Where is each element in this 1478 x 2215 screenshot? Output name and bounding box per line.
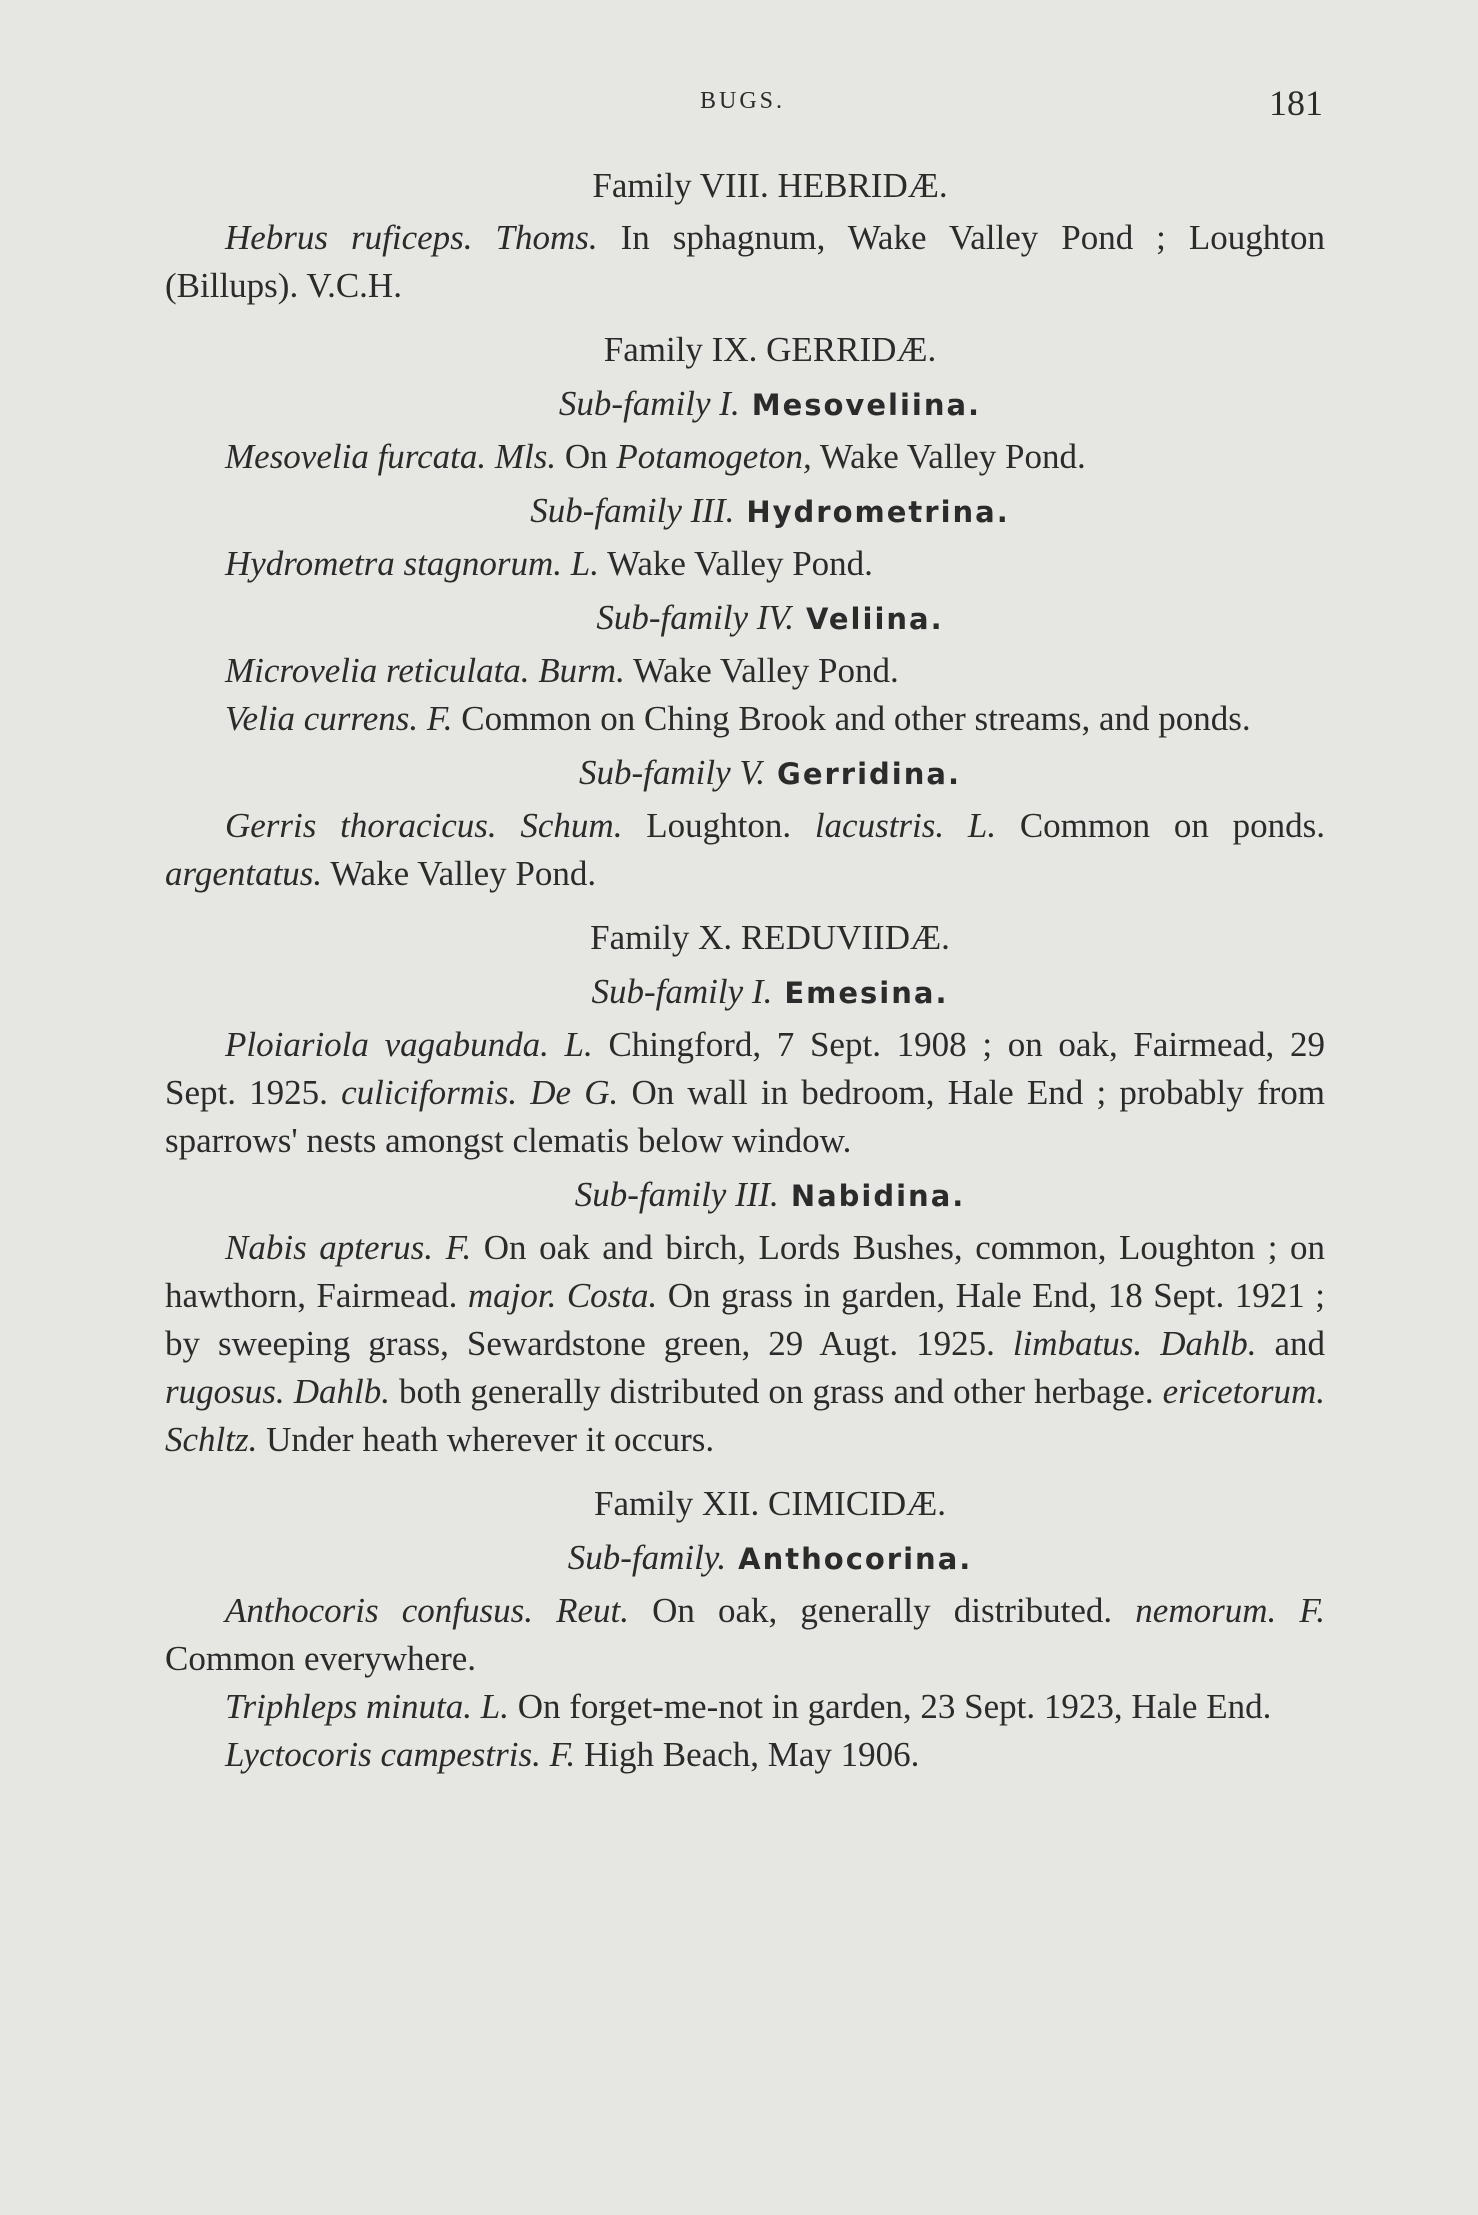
- subfamily-heading: [165, 1534, 1325, 1583]
- subfamily-heading: [165, 380, 1325, 429]
- species-name: nemorum. F.: [1135, 1591, 1325, 1630]
- species-name: Velia currens. F.: [225, 699, 453, 738]
- species-name: Ploiariola vagabunda. L.: [225, 1025, 593, 1064]
- family-heading: Family X. REDUVIIDÆ.: [590, 918, 950, 957]
- species-entry: [165, 214, 1325, 310]
- species-name: Hebrus ruficeps. Thoms.: [225, 218, 598, 257]
- species-name: argentatus.: [165, 854, 323, 893]
- entry-text: On forget-me-not in garden, 23 Sept. 1923, Hale End.: [508, 1687, 1272, 1726]
- species-entry: [165, 1731, 1325, 1779]
- subfamily-name: Veliina.: [806, 602, 944, 636]
- entry-text: Wake Valley Pond.: [624, 651, 899, 690]
- species-name: ericetorum. Schltz.: [165, 1372, 1325, 1459]
- plant-name: Potamogeton,: [616, 437, 812, 476]
- entry-text: On: [556, 437, 617, 476]
- entry-text: Wake Valley Pond.: [322, 854, 597, 893]
- page-body: [165, 162, 1325, 1779]
- page-number: 181: [1269, 83, 1323, 123]
- subfamily-name: Mesoveliina.: [751, 388, 982, 422]
- species-name: Triphleps minuta. L.: [225, 1687, 509, 1726]
- species-name: limbatus. Dahlb.: [1012, 1324, 1257, 1363]
- entry-text: Loughton.: [622, 806, 815, 845]
- running-head: [0, 83, 1478, 128]
- subfamily-name: Emesina.: [784, 976, 949, 1010]
- entry-text: Under heath wherever it occurs.: [257, 1420, 715, 1459]
- subfamily-heading: [165, 968, 1325, 1017]
- species-entry: [165, 1224, 1325, 1464]
- entry-text: In sphagnum, Wake Valley Pond ; Loughton (Billups). V.C.H.: [165, 218, 1325, 305]
- species-name: Mesovelia furcata. Mls.: [225, 437, 557, 476]
- family-heading: Family XII. CIMICIDÆ.: [594, 1484, 946, 1523]
- subfamily-name: Gerridina.: [777, 757, 961, 791]
- running-title: BUGS.: [700, 88, 786, 114]
- entry-text: Wake Valley Pond.: [811, 437, 1086, 476]
- entry-text: On oak, generally distributed.: [628, 1591, 1136, 1630]
- species-entry: [165, 1587, 1325, 1683]
- entry-text: High Beach, May 1906.: [575, 1735, 920, 1774]
- species-entry: [165, 1683, 1325, 1731]
- species-entry: [165, 647, 1325, 695]
- subfamily-label: Sub-family III.: [530, 491, 735, 530]
- entry-text: and: [1256, 1324, 1325, 1363]
- species-entry: [165, 1021, 1325, 1165]
- subfamily-label: Sub-family V.: [579, 753, 766, 792]
- family-heading: Family VIII. HEBRIDÆ.: [592, 166, 948, 205]
- entry-text: Chingford, 7 Sept. 1908 ; on oak, Fairmead, 29 Sept. 1925.: [165, 1025, 1325, 1112]
- entry-text: On oak and birch, Lords Bushes, common, Loughton ; on hawthorn, Fairmead.: [165, 1228, 1325, 1315]
- subfamily-name: Nabidina.: [790, 1179, 966, 1213]
- species-name: lacustris. L.: [814, 806, 997, 845]
- species-name: Anthocoris confusus. Reut.: [225, 1591, 629, 1630]
- subfamily-name: Hydrometrina.: [746, 495, 1010, 529]
- subfamily-heading: [165, 594, 1325, 643]
- subfamily-heading: [165, 487, 1325, 536]
- subfamily-label: Sub-family III.: [574, 1175, 779, 1214]
- subfamily-label: Sub-family.: [567, 1538, 727, 1577]
- species-name: Nabis apterus. F.: [225, 1228, 472, 1267]
- family-heading: Family IX. GERRIDÆ.: [603, 330, 937, 369]
- subfamily-label: Sub-family I.: [558, 384, 740, 423]
- species-name: Microvelia reticulata. Burm.: [225, 651, 625, 690]
- entry-text: Common everywhere.: [165, 1639, 477, 1678]
- entry-text: On wall in bedroom, Hale End ; probably from sparrows' nests amongst clematis below window.: [165, 1073, 1326, 1160]
- species-entry: [165, 540, 1325, 588]
- species-entry: [165, 433, 1325, 481]
- species-name: Lyctocoris campestris. F.: [225, 1735, 576, 1774]
- species-entry: [165, 695, 1325, 743]
- subfamily-name: Anthocorina.: [738, 1542, 973, 1576]
- species-name: Gerris thoracicus. Schum.: [225, 806, 623, 845]
- subfamily-label: Sub-family I.: [591, 972, 773, 1011]
- entry-text: On grass in garden, Hale End, 18 Sept. 1921 ; by sweeping grass, Sewardstone green, 29 Augt. 1925.: [165, 1276, 1325, 1363]
- species-name: Hydrometra stagnorum. L.: [225, 544, 599, 583]
- species-name: rugosus. Dahlb.: [165, 1372, 390, 1411]
- entry-text: both generally distributed on grass and other herbage.: [389, 1372, 1163, 1411]
- entry-text: Common on ponds.: [996, 806, 1325, 845]
- entry-text: Common on Ching Brook and other streams, and ponds.: [452, 699, 1251, 738]
- species-name: culiciformis. De G.: [341, 1073, 619, 1112]
- subfamily-heading: [165, 1171, 1325, 1220]
- entry-text: Wake Valley Pond.: [599, 544, 873, 583]
- subfamily-label: Sub-family IV.: [596, 598, 795, 637]
- subfamily-heading: [165, 749, 1325, 798]
- species-entry: [165, 802, 1325, 898]
- species-name: major. Costa.: [467, 1276, 658, 1315]
